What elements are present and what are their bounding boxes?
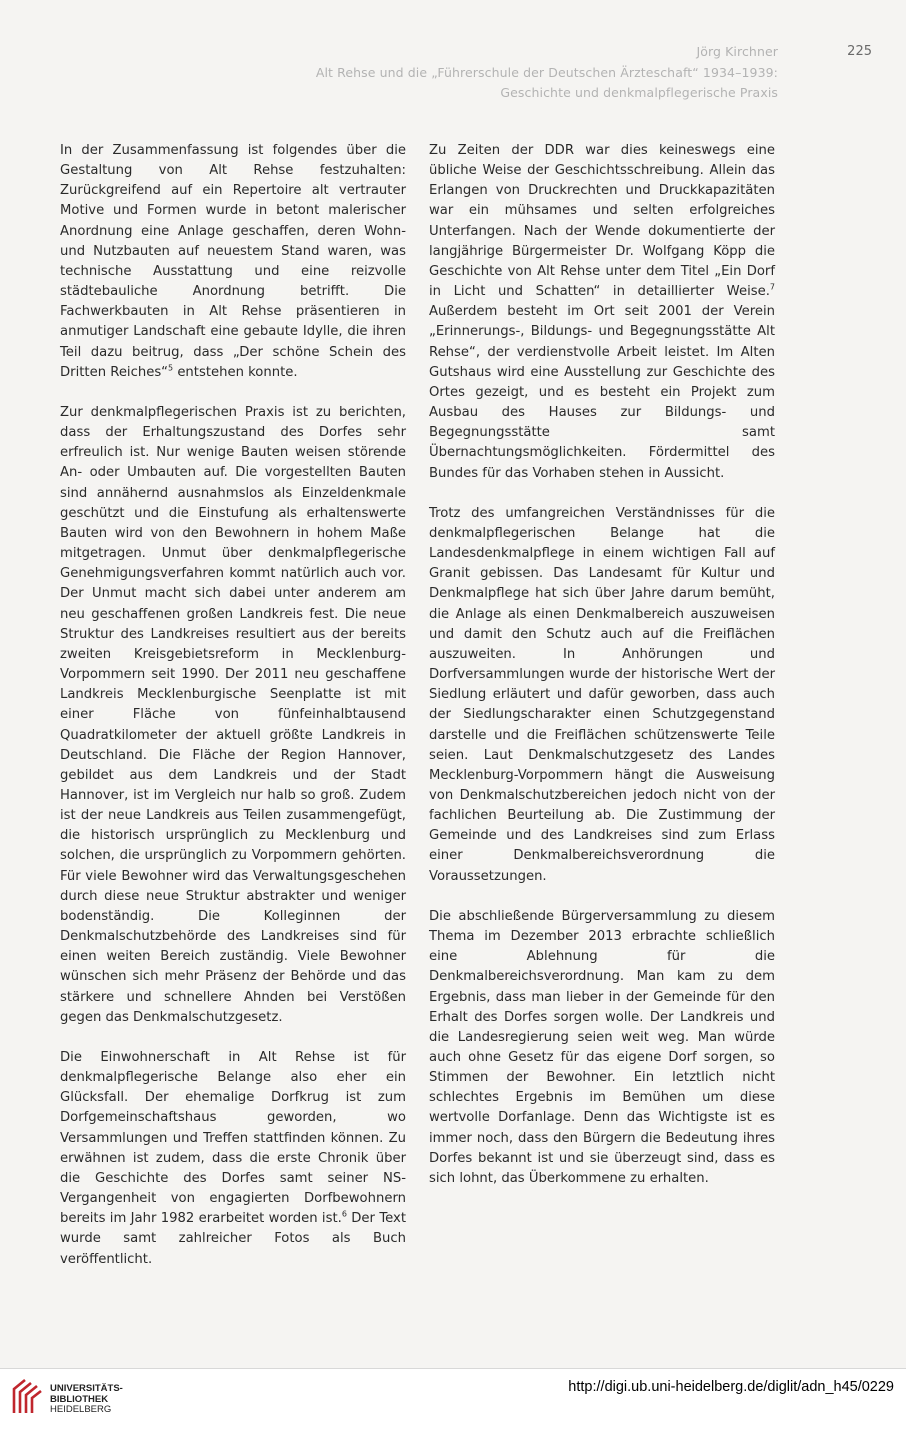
viewer-footer <box>0 1368 906 1433</box>
left-column <box>60 141 406 1290</box>
library-name-line3: HEIDELBERG <box>50 1404 112 1415</box>
paragraph: Trotz des umfangreichen Verständnisses für die denkmalpflegerischen Belange hat die Landesdenkmalpflege in einem wichtigen Fall auf Granit gebissen. Das Landesamt für Kultur und Denkmalpflege hat sich über Jahre darum bemüht, die Anlage als einen Denkmalbereich auszuweisen und damit den Schutz auch auf die Freiflächen auszuweiten. In Anhörungen und Dorfversammlungen wurde der historische Wert der Siedlung erläutert und dafür geworben, dass auch der Siedlungscharakter einen Schutzgegenstand darstelle und die Freiflächen schützenswerte Teile seien. Laut Denkmalschutzgesetz des Landes Mecklenburg-Vorpommern hängt die Ausweisung von Denkmalschutzbereichen jedoch nicht von der fachlichen Beurteilung ab. Die Zustimmung der Gemeinde und des Landkreises sind zum Erlass einer Denkmalbereichsverordnung die Voraussetzungen. <box>429 505 775 884</box>
paragraph <box>429 141 775 484</box>
header-title-line1: Alt Rehse und die „Führerschule der Deutschen Ärzteschaft“ 1934–1939: <box>315 64 778 80</box>
paragraph <box>60 1048 406 1270</box>
paragraph-text: Die Einwohnerschaft in Alt Rehse ist für denkmalpflegerische Belange also eher ein Glücksfall. Der ehemalige Dorfkrug ist zum Dorfgemeinschaftshaus geworden, wo Versammlungen und Treffen stattfinden können. Zu erwähnen ist zudem, dass die erste Chronik über die Geschichte des Dorfes samt seiner NS-Vergangenheit von engagierten Dorfbewohnern bereits im Jahr 1982 erarbeitet worden ist. <box>60 1050 406 1227</box>
paragraph-text: Der Text wurde samt zahlreicher Fotos als Buch veröffentlicht. <box>60 1211 406 1267</box>
page-number: 225 <box>847 44 872 59</box>
paragraph-text: entstehen konnte. <box>173 364 298 380</box>
library-name[interactable] <box>50 1384 123 1416</box>
running-header <box>0 42 778 104</box>
library-name-line2: BIBLIOTHEK <box>50 1393 109 1405</box>
header-title-line2: Geschichte und denkmalpflegerische Praxis <box>500 85 778 100</box>
header-author: Jörg Kirchner <box>696 44 778 59</box>
paragraph-text: In der Zusammenfassung ist folgendes über die Gestaltung von Alt Rehse festzuhalten: Zurückgreifend auf ein Repertoire alt vertrauter Motive und Formen wurde in betont malerischer Anordnung eine Anlage geschaffen, deren Wohn- und Nutzbauten auf neuestem Stand waren, was technische Ausstattung und eine reizvolle städtebauliche Anordnung betrifft. Die Fachwerkbauten in Alt Rehse präsentieren in anmutiger Landschaft eine gebaute Idylle, die ihren Teil dazu beitrug, dass „Der schöne Schein des Dritten Reiches“ <box>60 143 406 380</box>
library-name-line1: UNIVERSITÄTS- <box>50 1383 123 1394</box>
paragraph: Zur denkmalpflegerischen Praxis ist zu berichten, dass der Erhaltungszustand des Dorfes sehr erfreulich ist. Nur wenige Bauten weisen störende An- oder Umbauten auf. Die vorgestellten Bauten sind annähernd ausnahmslos als Einzeldenkmale geschützt und die Einstufung als erhaltenswerte Bauten wird von den Bewohnern in hohem Maße mitgetragen. Unmut über denkmalpflegerische Genehmigungsverfahren kommt natürlich auch vor. Der Unmut macht sich dabei unter anderem am neu geschaffenen großen Landkreis fest. Die neue Struktur des Landkreises resultiert aus der bereits zweiten Kreisgebietsreform in Mecklenburg-Vorpommern seit 1990. Der 2011 neu geschaffene Landkreis Mecklenburgische Seenplatte ist mit einer Fläche von fünfeinhalbtausend Quadratkilometer der aktuell größte Landkreis in Deutschland. Die Fläche der Region Hannover, gebildet aus dem Landkreis und der Stadt Hannover, ist im Vergleich nur halb so groß. Zudem ist der neue Landkreis aus Teilen zusammengefügt, die historisch ursprünglich zu Mecklenburg und solchen, die ursprünglich zu Vorpommern gehörten. Für viele Bewohner wird das Verwaltungsgeschehen durch diese neue Struktur abstrakter und weniger bodenständig. Die Kolleginnen der Denkmalschutzbehörde des Landkreises sind für einen weiten Bereich zuständig. Viele Bewohner wünschen sich mehr Präsenz der Behörde und das stärkere und schnellere Ahnden bei Verstößen gegen das Denkmalschutzgesetz. <box>60 405 406 1025</box>
paragraph: Die abschließende Bürgerversammlung zu diesem Thema im Dezember 2013 erbrachte schließlich eine Ablehnung für die Denkmalbereichsverordnung. Man kam zu dem Ergebnis, dass man lieber in der Gemeinde für den Erhalt des Dorfes sorgen wolle. Der Landkreis und die Landesregierung seien weit weg. Man würde auch ohne Gesetz für das eigene Dorf sorgen, so Stimmen der Bewohner. Ein letztlich nicht schlechtes Ergebnis im Bemühen um diese wertvolle Dorfanlage. Denn das Wichtigste ist es immer noch, dass den Bürgern die Bedeutung ihres Dorfes bekannt ist und sie überzeugt sind, dass es sich lohnt, das Überkommene zu erhalten. <box>429 908 775 1186</box>
footnote-ref[interactable]: 5 <box>168 363 174 373</box>
library-logo-icon[interactable] <box>10 1375 44 1419</box>
permalink-url[interactable]: http://digi.ub.uni-heidelberg.de/diglit/adn_h45/0229 <box>568 1379 894 1395</box>
footnote-ref[interactable]: 6 <box>341 1209 347 1219</box>
footnote-ref[interactable]: 7 <box>769 282 775 292</box>
paragraph <box>60 141 406 383</box>
right-column <box>429 141 775 1209</box>
paragraph-text: Zu Zeiten der DDR war dies keineswegs eine übliche Weise der Geschichtsschreibung. Allein das Erlangen von Druckrechten und Druckkapazitäten war ein mühsames und selten erfolgreiches Unterfangen. Nach der Wende dokumentierte der langjährige Bürgermeister Dr. Wolfgang Köpp die Geschichte von Alt Rehse unter dem Titel „Ein Dorf in Licht und Schatten“ in detaillierter Weise. <box>429 143 775 300</box>
paragraph-text: Außerdem besteht im Ort seit 2001 der Verein „Erinnerungs-, Bildungs- und Begegnungsstätte Alt Rehse“, der verdienstvolle Arbeit leistet. Im Alten Gutshaus wird eine Ausstellung zur Geschichte des Ortes gezeigt, und es besteht ein Projekt zum Ausbau des Hauses zur Bildungs- und Begegnungsstätte samt Übernachtungsmöglichkeiten. Fördermittel des Bundes für das Vorhaben stehen in Aussicht. <box>429 304 775 481</box>
